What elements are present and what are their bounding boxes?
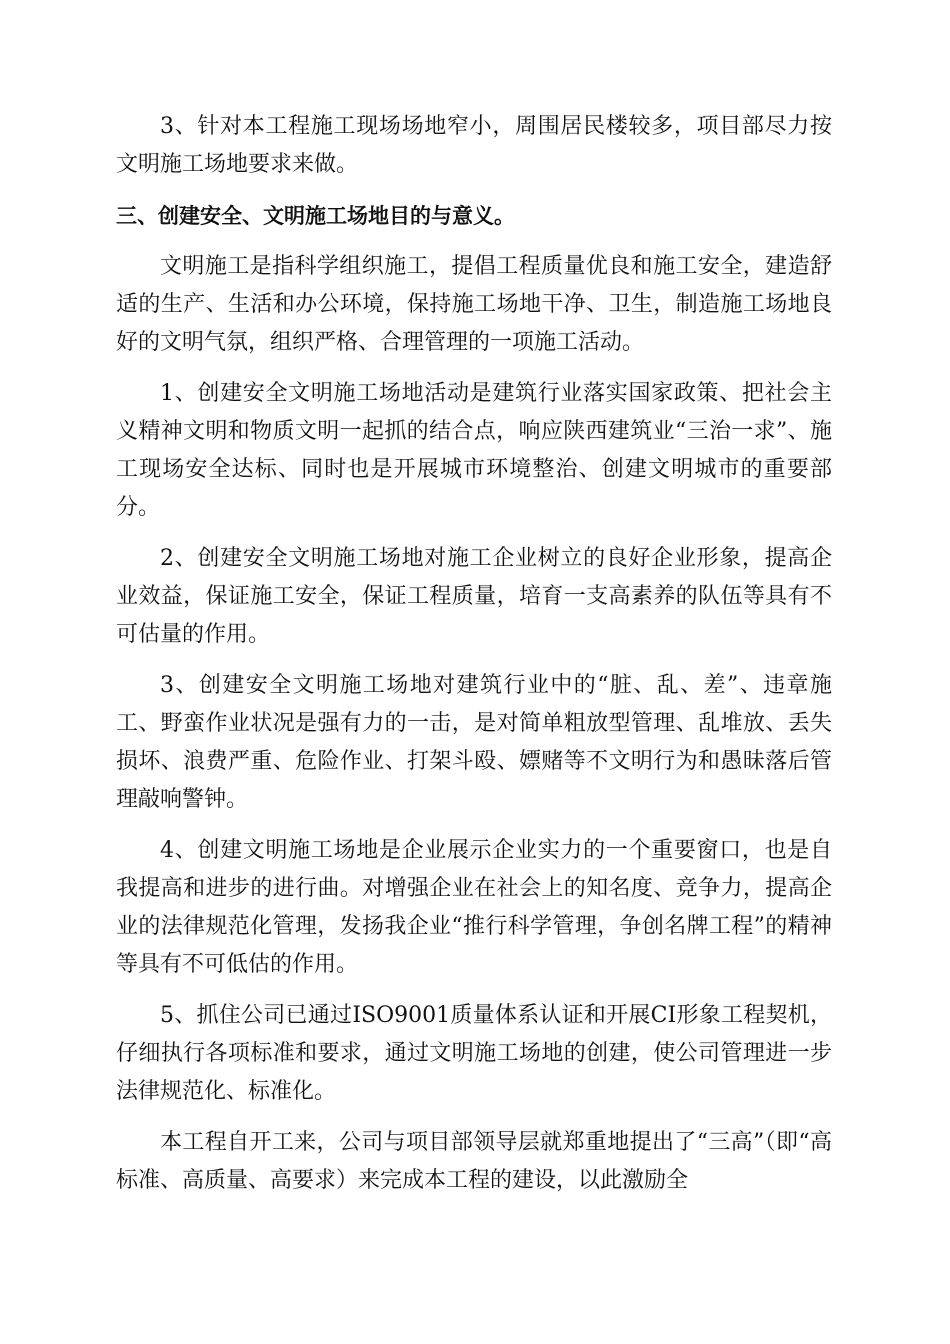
document-body: [116, 108, 832, 1213]
paragraph-4-window: 4、创建文明施工场地是企业展示企业实力的一个重要窗口，也是自我提高和进步的进行曲。对增强企业在社会上的知名度、竞争力，提高企业的法律规范化管理，发扬我企业“推行科学管理，争创名牌工程”的精神等具有不可低估的作用。: [116, 838, 832, 977]
paragraph-3-strike: 3、创建安全文明施工场地对建筑行业中的“脏、乱、差”、违章施工、野蛮作业状况是强有力的一击，是对简单粗放型管理、乱堆放、丢失损坏、浪费严重、危险作业、打架斗殴、嫖赌等不文明行为和愚昧落后管理敲响警钟。: [116, 673, 832, 812]
paragraph-3-site-conditions: 3、针对本工程施工现场场地窄小，周围居民楼较多，项目部尽力按文明施工场地要求来做。: [116, 114, 832, 177]
paragraph-civilized-construction-definition: 文明施工是指科学组织施工，提倡工程质量优良和施工安全，建造舒适的生产、生活和办公环境，保持施工场地干净、卫生，制造施工场地良好的文明气氛，组织严格、合理管理的一项施工活动。: [116, 254, 832, 355]
section-heading-purpose: 三、创建安全、文明施工场地目的与意义。: [116, 204, 515, 228]
paragraph-5-iso9001: 5、抓住公司已通过ISO9001质量体系认证和开展CI形象工程契机，仔细执行各项标准和要求，通过文明施工场地的创建，使公司管理进一步法律规范化、标准化。: [116, 1003, 832, 1104]
paragraph-1-policy: 1、创建安全文明施工场地活动是建筑行业落实国家政策、把社会主义精神文明和物质文明一起抓的结合点，响应陕西建筑业“三治一求”、施工现场安全达标、同时也是开展城市环境整治、创建文明城市的重要部分。: [116, 381, 832, 520]
paragraph-three-highs: 本工程自开工来，公司与项目部领导层就郑重地提出了“三高”（即“高标准、高质量、高要求）来完成本工程的建设，以此激励全: [116, 1130, 832, 1193]
paragraph-2-image: 2、创建安全文明施工场地对施工企业树立的良好企业形象，提高企业效益，保证施工安全，保证工程质量，培育一支高素养的队伍等具有不可估量的作用。: [116, 546, 832, 647]
